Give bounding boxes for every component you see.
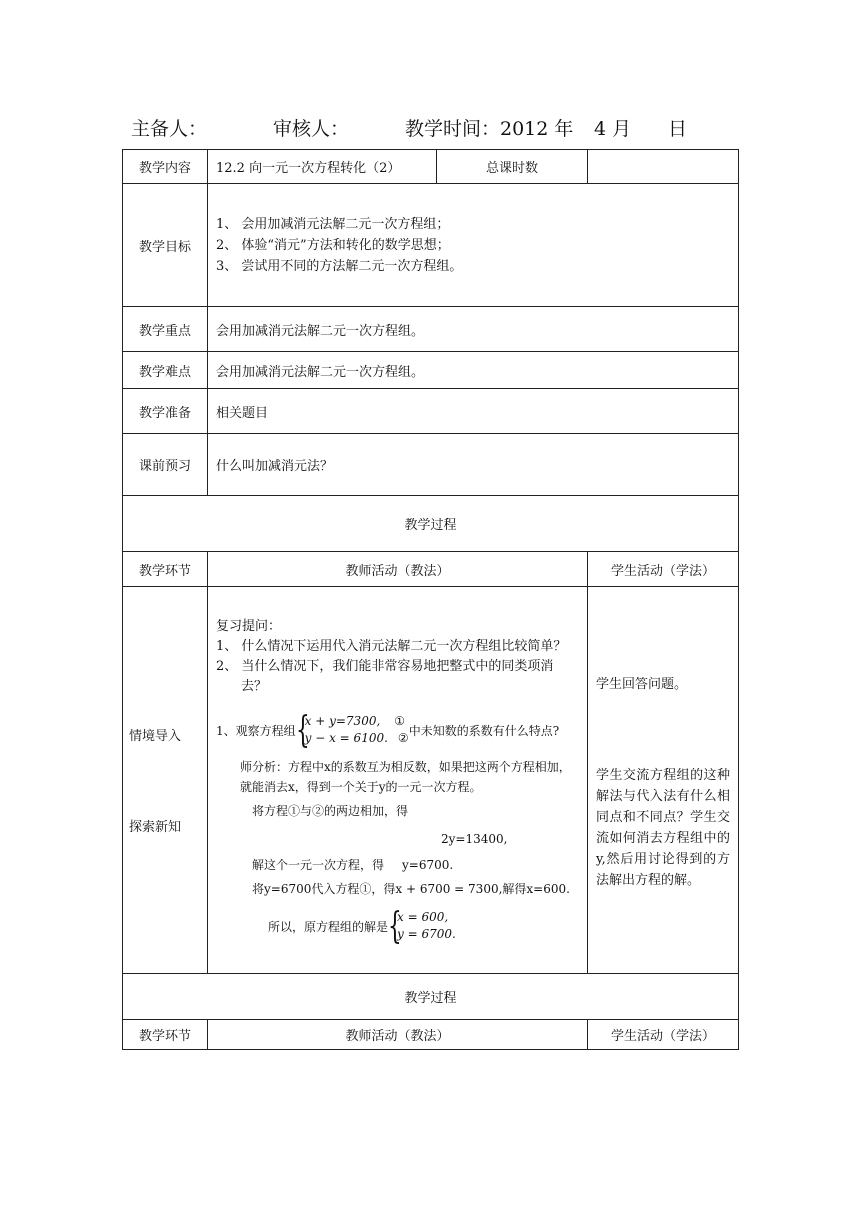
- preview-row: [123, 434, 739, 496]
- goals-label: 教学目标: [123, 184, 208, 307]
- stage-intro: 情境导入: [129, 728, 182, 744]
- content-label: 教学内容: [123, 150, 208, 184]
- teacher-column-header: 教师活动（教法）: [208, 552, 588, 587]
- stage-column-header: 教学环节: [123, 552, 208, 587]
- solution-system: [388, 906, 456, 947]
- solution-x: x = 600,: [397, 910, 449, 924]
- teaching-time-label: 教学时间：2012 年: [405, 118, 574, 140]
- lesson-plan-table: [122, 149, 739, 1050]
- process-title-2: 教学过程: [123, 974, 739, 1020]
- content-value: 12.2 向一元一次方程转化（2）: [208, 150, 437, 184]
- goal-item: 1、 会用加减消元法解二元一次方程组；: [216, 216, 450, 232]
- reviewer-label: 审核人：: [273, 118, 350, 140]
- key-point-row: [123, 307, 739, 352]
- preview-label: 课前预习: [123, 434, 208, 496]
- stage-cell: [123, 587, 208, 974]
- goals-list: [208, 184, 739, 307]
- process-header-row: [123, 552, 739, 587]
- student-explore: 学生交流方程组的这种解法与代入法有什么相同点和不同点？学生交流如何消去方程组中的 y,然后用讨论得到的方法解出方程的解。: [596, 767, 730, 888]
- month-label: 4 月: [594, 118, 632, 140]
- solve-result: y=6700.: [402, 858, 454, 872]
- solve-step-text: 解这个一元一次方程，得: [252, 858, 385, 872]
- key-point-label: 教学重点: [123, 307, 208, 352]
- content-row: [123, 150, 739, 184]
- process-title: 教学过程: [123, 496, 739, 552]
- substitute-step: 将y=6700代入方程①，得x + 6700 = 7300,解得x=600.: [252, 882, 570, 896]
- day-label: 日: [668, 118, 688, 140]
- review-question-2: 2、 当什么情况下，我们能非常容易地把整式中的同类项消去？: [216, 659, 554, 694]
- observe-system: [216, 709, 579, 751]
- preview-value: 什么叫加减消元法？: [208, 434, 739, 496]
- left-brace: {: [388, 906, 402, 947]
- preparer-label: 主备人：: [131, 118, 208, 140]
- equation-2: y − x = 6100.: [304, 731, 388, 745]
- observe-suffix: 中未知数的系数有什么特点?: [408, 723, 560, 738]
- preparation-row: [123, 389, 739, 434]
- stage-column-header-2: 教学环节: [123, 1020, 208, 1050]
- student-intro: 学生回答问题。: [596, 676, 688, 692]
- student-column-header: 学生活动（学法）: [588, 552, 739, 587]
- stage-explore: 探索新知: [129, 819, 182, 835]
- equation-1-mark: ①: [394, 714, 406, 728]
- teacher-column-header-2: 教师活动（教法）: [208, 1020, 588, 1050]
- process-title-row: [123, 496, 739, 552]
- equation-system: [295, 710, 409, 751]
- review-title: 复习提问：: [216, 619, 282, 634]
- preparation-value: 相关题目: [208, 389, 739, 434]
- teacher-analysis: 师分析：方程中x的系数互为相反数，如果把这两个方程相加，就能消去x，得到一个关于y的一元一次方程。: [240, 760, 571, 794]
- observe-prefix: 1、观察方程组: [216, 723, 296, 738]
- process-body-row: [123, 587, 739, 974]
- final-prefix: 所以，原方程组的解是: [268, 919, 389, 934]
- student-activity-cell: [588, 587, 739, 974]
- teacher-activity-cell: [208, 587, 588, 974]
- solution-y: y = 6700.: [397, 927, 456, 941]
- goals-row: [123, 184, 739, 307]
- process-title-row-2: [123, 974, 739, 1020]
- final-solution: [216, 905, 579, 947]
- goal-item: 2、 体验“消元”方法和转化的数学思想；: [216, 237, 450, 253]
- goal-item: 3、 尝试用不同的方法解二元一次方程组。: [216, 258, 463, 274]
- student-column-header-2: 学生活动（学法）: [588, 1020, 739, 1050]
- add-result: 2y=13400,: [441, 832, 508, 846]
- total-hours-label: 总课时数: [437, 150, 588, 184]
- key-point-value: 会用加减消元法解二元一次方程组。: [208, 307, 739, 352]
- difficulty-label: 教学难点: [123, 352, 208, 389]
- difficulty-value: 会用加减消元法解二元一次方程组。: [208, 352, 739, 389]
- add-step: 将方程①与②的两边相加，得: [252, 804, 409, 818]
- equation-2-mark: ②: [397, 731, 409, 745]
- equation-1: x + y=7300,: [304, 714, 381, 728]
- preparation-label: 教学准备: [123, 389, 208, 434]
- left-brace: {: [295, 710, 310, 751]
- total-hours-value: [588, 150, 739, 184]
- process-header-row-2: [123, 1020, 739, 1050]
- difficulty-row: [123, 352, 739, 389]
- review-question-1: 1、 什么情况下运用代入消元法解二元一次方程组比较简单？: [216, 639, 567, 654]
- solve-step: [216, 855, 579, 875]
